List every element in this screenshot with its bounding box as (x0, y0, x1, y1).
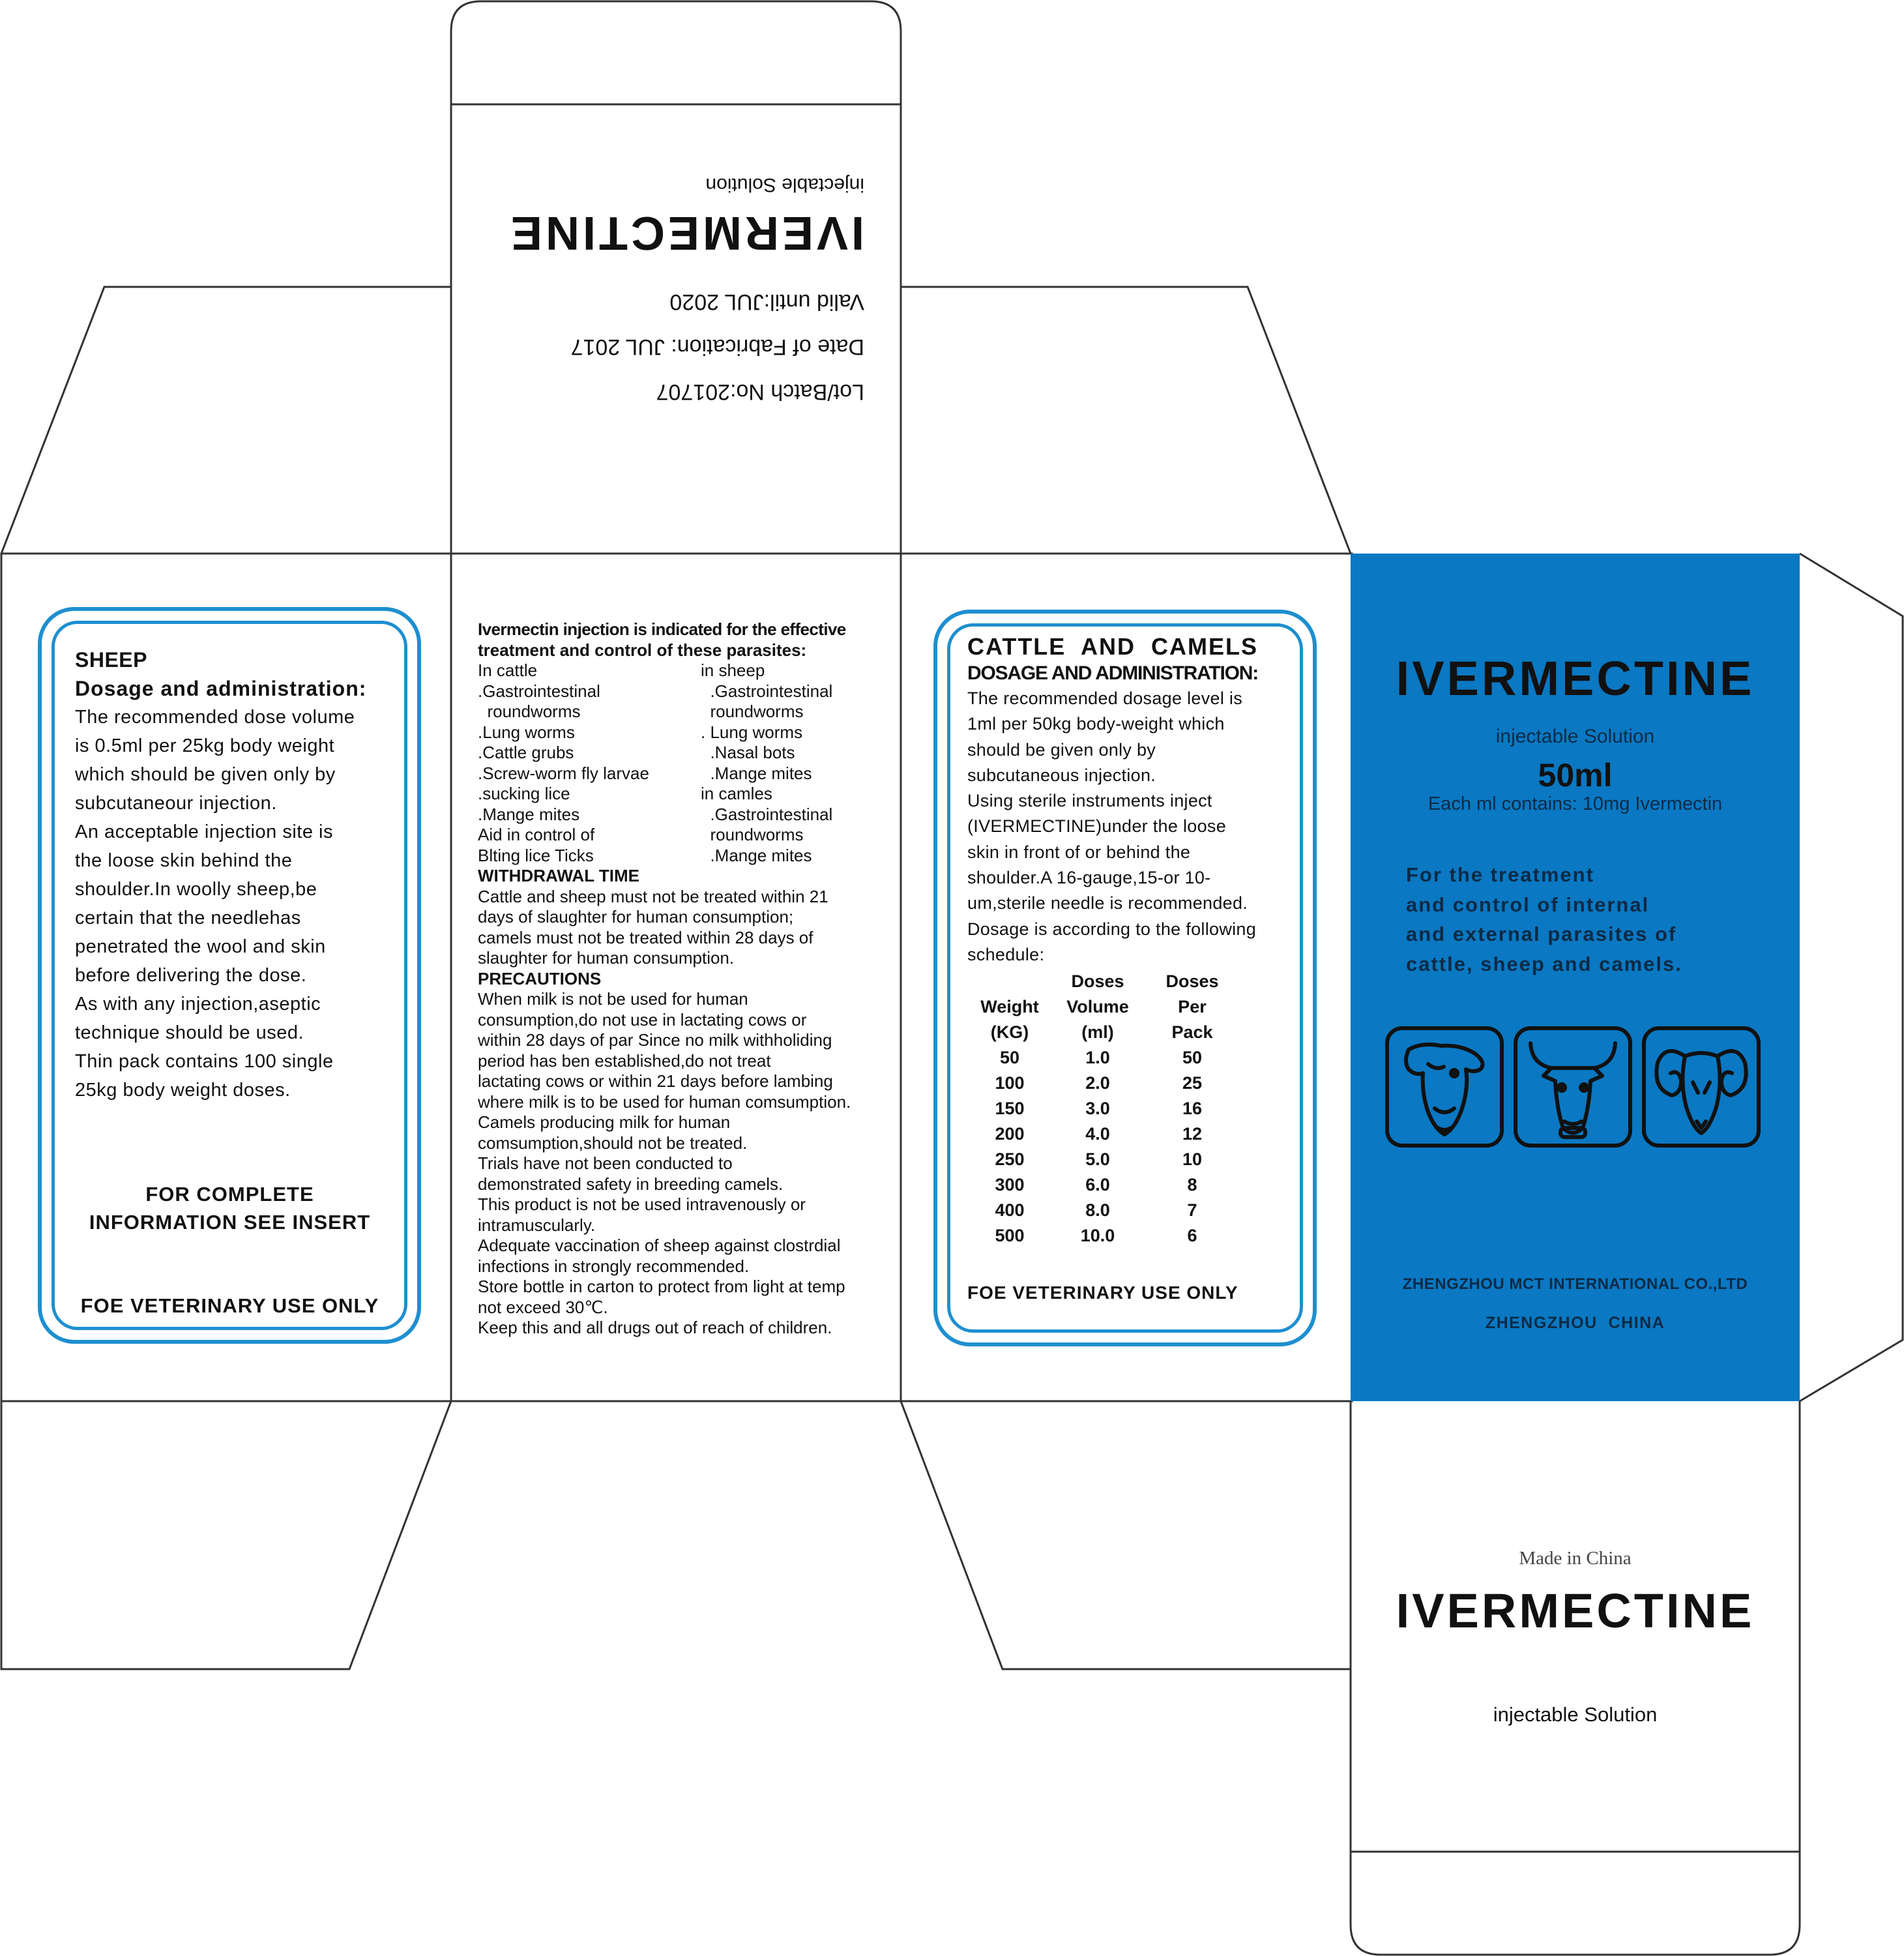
cattle-line: shoulder.A 16-gauge,15-or 10- (967, 868, 1211, 888)
header-cell: Pack (1171, 1022, 1213, 1043)
see-insert-line2: INFORMATION SEE INSERT (89, 1211, 371, 1234)
table-cell: 8.0 (1085, 1200, 1110, 1221)
cattle-line: um,sterile needle is recommended. (967, 893, 1248, 913)
cattle-panel (967, 632, 1306, 1249)
see-insert-note (52, 1180, 407, 1236)
table-cell: 8 (1187, 1175, 1197, 1195)
table-row (967, 1096, 1241, 1121)
sheep-heading: Dosage and administration: (75, 677, 367, 700)
withdrawal-line: days of slaughter for human consumption; (478, 907, 794, 926)
sheep-line: the loose skin behind the (75, 850, 293, 871)
header-cell: Volume (1066, 997, 1129, 1017)
sheep-title: SHEEP (75, 648, 147, 672)
top-product-name: IVERMECTINE (507, 207, 864, 259)
dosage-table (967, 969, 1241, 1249)
cattle-line: schedule: (967, 944, 1045, 964)
parasite-item: . Lung worms (701, 722, 803, 742)
sheep-line: penetrated the wool and skin (75, 936, 326, 957)
sheep-line: technique should be used. (75, 1022, 304, 1043)
cattle-line: Dosage is according to the following (967, 919, 1257, 939)
camel-head-icon (1385, 1026, 1504, 1148)
parasite-columns (478, 660, 895, 866)
table-cell: 300 (995, 1175, 1025, 1195)
precaution-line: Camels producing milk for human (478, 1112, 731, 1132)
table-row (967, 1147, 1241, 1172)
parasite-item: in sheep (701, 660, 765, 680)
bottom-subtitle: injectable Solution (1493, 1703, 1658, 1726)
precaution-line: lactating cows or within 21 days before lambing (478, 1071, 833, 1091)
table-cell: 250 (995, 1149, 1025, 1170)
precaution-line: Keep this and all drugs out of reach of children. (478, 1318, 832, 1337)
cattle-line: skin in front of or behind the (967, 842, 1191, 862)
made-in-china: Made in China (1519, 1548, 1632, 1569)
table-cell: 12 (1182, 1124, 1203, 1144)
cattle-title: CATTLE AND CAMELS (967, 633, 1258, 660)
parasite-item: .Gastrointestinal (478, 681, 600, 701)
indications-intro-1: Ivermectin injection is indicated for the effective (478, 619, 846, 639)
sheep-line: certain that the needlehas (75, 908, 301, 928)
cattle-line: subcutaneous injection. (967, 765, 1156, 785)
sheep-line: An acceptable injection site is (75, 822, 333, 842)
precaution-line: This product is not be used intravenously or (478, 1194, 806, 1214)
cattle-line: Using sterile instruments inject (967, 791, 1212, 811)
withdrawal-title: WITHDRAWAL TIME (478, 866, 639, 885)
see-insert-line1: FOR COMPLETE (145, 1183, 314, 1206)
table-row (967, 1172, 1241, 1198)
sheep-line: Thin pack contains 100 single (75, 1051, 334, 1072)
front-volume: 50ml (1538, 757, 1613, 793)
table-row (967, 1198, 1241, 1223)
precaution-line: Adequate vaccination of sheep against clostrdial (478, 1236, 841, 1255)
parasite-item: .Nasal bots (701, 743, 795, 762)
table-header-row (967, 994, 1241, 1020)
parasite-item: .Gastrointestinal (701, 681, 833, 701)
indications-panel (478, 619, 895, 1339)
treatment-line: For the treatment (1406, 863, 1594, 886)
parasite-item: in camles (701, 784, 772, 803)
sheep-line: 25kg body weight doses. (75, 1080, 291, 1101)
withdrawal-line: Cattle and sheep must not be treated within 21 (478, 886, 828, 906)
sheep-line: is 0.5ml per 25kg body weight (75, 735, 335, 756)
parasite-item: Blting lice Ticks (478, 845, 594, 865)
table-row (967, 1223, 1241, 1249)
parasite-item: .Mange mites (701, 763, 812, 783)
precaution-line: comsumption,should not be treated. (478, 1133, 748, 1153)
cattle-line: 1ml per 50kg body-weight which (967, 714, 1225, 734)
cattle-heading: DOSAGE AND ADMINISTRATION: (967, 662, 1259, 684)
indications-intro-2: treatment and control of these parasites: (478, 640, 807, 660)
front-subtitle: injectable Solution (1495, 726, 1655, 747)
table-cell: 50 (1182, 1048, 1203, 1068)
table-cell: 7 (1187, 1200, 1197, 1221)
sheep-line: As with any injection,aseptic (75, 994, 321, 1015)
precautions-title: PRECAUTIONS (478, 968, 602, 988)
table-header-row (967, 1020, 1241, 1045)
sheep-camel-parasites (701, 660, 890, 866)
front-contents: Each ml contains: 10mg Ivermectin (1428, 793, 1723, 814)
header-cell: Doses (1071, 971, 1124, 992)
precaution-line: Store bottle in carton to protect from light at temp (478, 1277, 845, 1296)
header-cell: (ml) (1081, 1022, 1114, 1043)
table-cell: 4.0 (1085, 1124, 1110, 1144)
table-cell: 1.0 (1085, 1048, 1110, 1068)
bottom-product-name: IVERMECTINE (1396, 1584, 1755, 1638)
precaution-line: infections in strongly recommended. (478, 1256, 750, 1276)
table-row (967, 1071, 1241, 1096)
table-cell: 500 (995, 1226, 1025, 1246)
table-cell: 6 (1187, 1226, 1197, 1246)
header-cell: Per (1178, 997, 1207, 1017)
withdrawal-line: camels must not be treated within 28 days of (478, 927, 813, 947)
parasite-item: roundworms (701, 702, 804, 721)
table-cell: 25 (1182, 1073, 1203, 1093)
table-cell: 2.0 (1085, 1073, 1110, 1093)
fabrication-date: Date of Fabrication: JUL 2017 (570, 334, 864, 359)
precaution-line: intramuscularly. (478, 1215, 596, 1235)
front-treatment-text (1406, 860, 1784, 979)
precaution-line: not exceed 30℃. (478, 1297, 608, 1317)
cattle-line: should be given only by (967, 739, 1156, 760)
sheep-panel (75, 645, 401, 1104)
precaution-line: consumption,do not use in lactating cows or (478, 1009, 807, 1030)
company-name: ZHENGZHOU MCT INTERNATIONAL CO.,LTD (1402, 1275, 1748, 1293)
treatment-line: cattle, sheep and camels. (1406, 952, 1682, 975)
precaution-line: Trials have not been conducted to (478, 1153, 733, 1173)
cattle-vet-only: FOE VETERINARY USE ONLY (967, 1282, 1238, 1303)
table-cell: 10.0 (1080, 1226, 1115, 1246)
table-cell: 200 (995, 1124, 1025, 1144)
precaution-line: demonstrated safety in breeding camels. (478, 1174, 784, 1194)
header-cell: Doses (1165, 971, 1219, 992)
valid-until: Valid until:JUL 2020 (669, 289, 864, 314)
sheep-head-icon (1642, 1026, 1761, 1148)
sheep-line: shoulder.In woolly sheep,be (75, 879, 317, 900)
precaution-line: period has ben established,do not treat (478, 1050, 771, 1071)
withdrawal-line: slaughter for human consumption. (478, 948, 735, 968)
parasite-item: roundworms (701, 825, 804, 844)
table-cell: 3.0 (1085, 1099, 1110, 1119)
sheep-vet-only: FOE VETERINARY USE ONLY (80, 1294, 379, 1317)
parasite-item: In cattle (478, 660, 538, 680)
parasite-item: .Cattle grubs (478, 743, 574, 762)
lot-batch: Lot/Batch No:201707 (656, 379, 864, 404)
parasite-item: roundworms (478, 702, 581, 721)
parasite-item: .sucking lice (478, 784, 570, 803)
table-row (967, 1045, 1241, 1071)
top-flap-content (451, 150, 901, 424)
cattle-line: (IVERMECTINE)under the loose (967, 816, 1227, 837)
table-header-row (967, 969, 1241, 994)
sheep-line: The recommended dose volume (75, 707, 355, 728)
parasite-item: .Screw-worm fly larvae (478, 763, 649, 783)
front-product-name: IVERMECTINE (1396, 651, 1755, 705)
treatment-line: and external parasites of (1406, 923, 1677, 945)
table-row (967, 1121, 1241, 1147)
header-cell (967, 969, 1052, 994)
table-cell: 150 (995, 1099, 1025, 1119)
header-cell: Weight (980, 997, 1039, 1017)
treatment-line: and control of internal (1406, 893, 1650, 916)
cattle-head-icon (1514, 1026, 1632, 1148)
top-subtitle: injectable Solution (705, 174, 864, 196)
parasite-item: .Lung worms (478, 722, 575, 742)
cattle-line: The recommended dosage level is (967, 689, 1243, 708)
cattle-parasites (478, 660, 701, 866)
parasite-item: Aid in control of (478, 825, 595, 844)
parasite-item: .Mange mites (478, 804, 580, 824)
parasite-item: .Mange mites (701, 845, 812, 865)
precaution-line: When milk is not be used for human (478, 989, 748, 1009)
table-cell: 16 (1182, 1099, 1203, 1119)
sheep-line: which should be given only by (75, 764, 336, 785)
table-cell: 10 (1182, 1149, 1203, 1170)
table-cell: 50 (999, 1048, 1020, 1068)
parasite-item: .Gastrointestinal (701, 804, 833, 824)
sheep-line: subcutaneour injection. (75, 793, 277, 814)
sheep-line: before delivering the dose. (75, 965, 307, 986)
company-city: ZHENGZHOU CHINA (1485, 1314, 1665, 1332)
table-cell: 400 (995, 1200, 1025, 1221)
table-cell: 6.0 (1085, 1175, 1110, 1195)
precaution-line: within 28 days of par Since no milk withholiding (478, 1030, 832, 1050)
table-cell: 100 (995, 1073, 1025, 1093)
precaution-line: where milk is to be used for human comsumption. (478, 1091, 851, 1112)
table-cell: 5.0 (1085, 1149, 1110, 1170)
header-cell: (KG) (990, 1022, 1029, 1043)
